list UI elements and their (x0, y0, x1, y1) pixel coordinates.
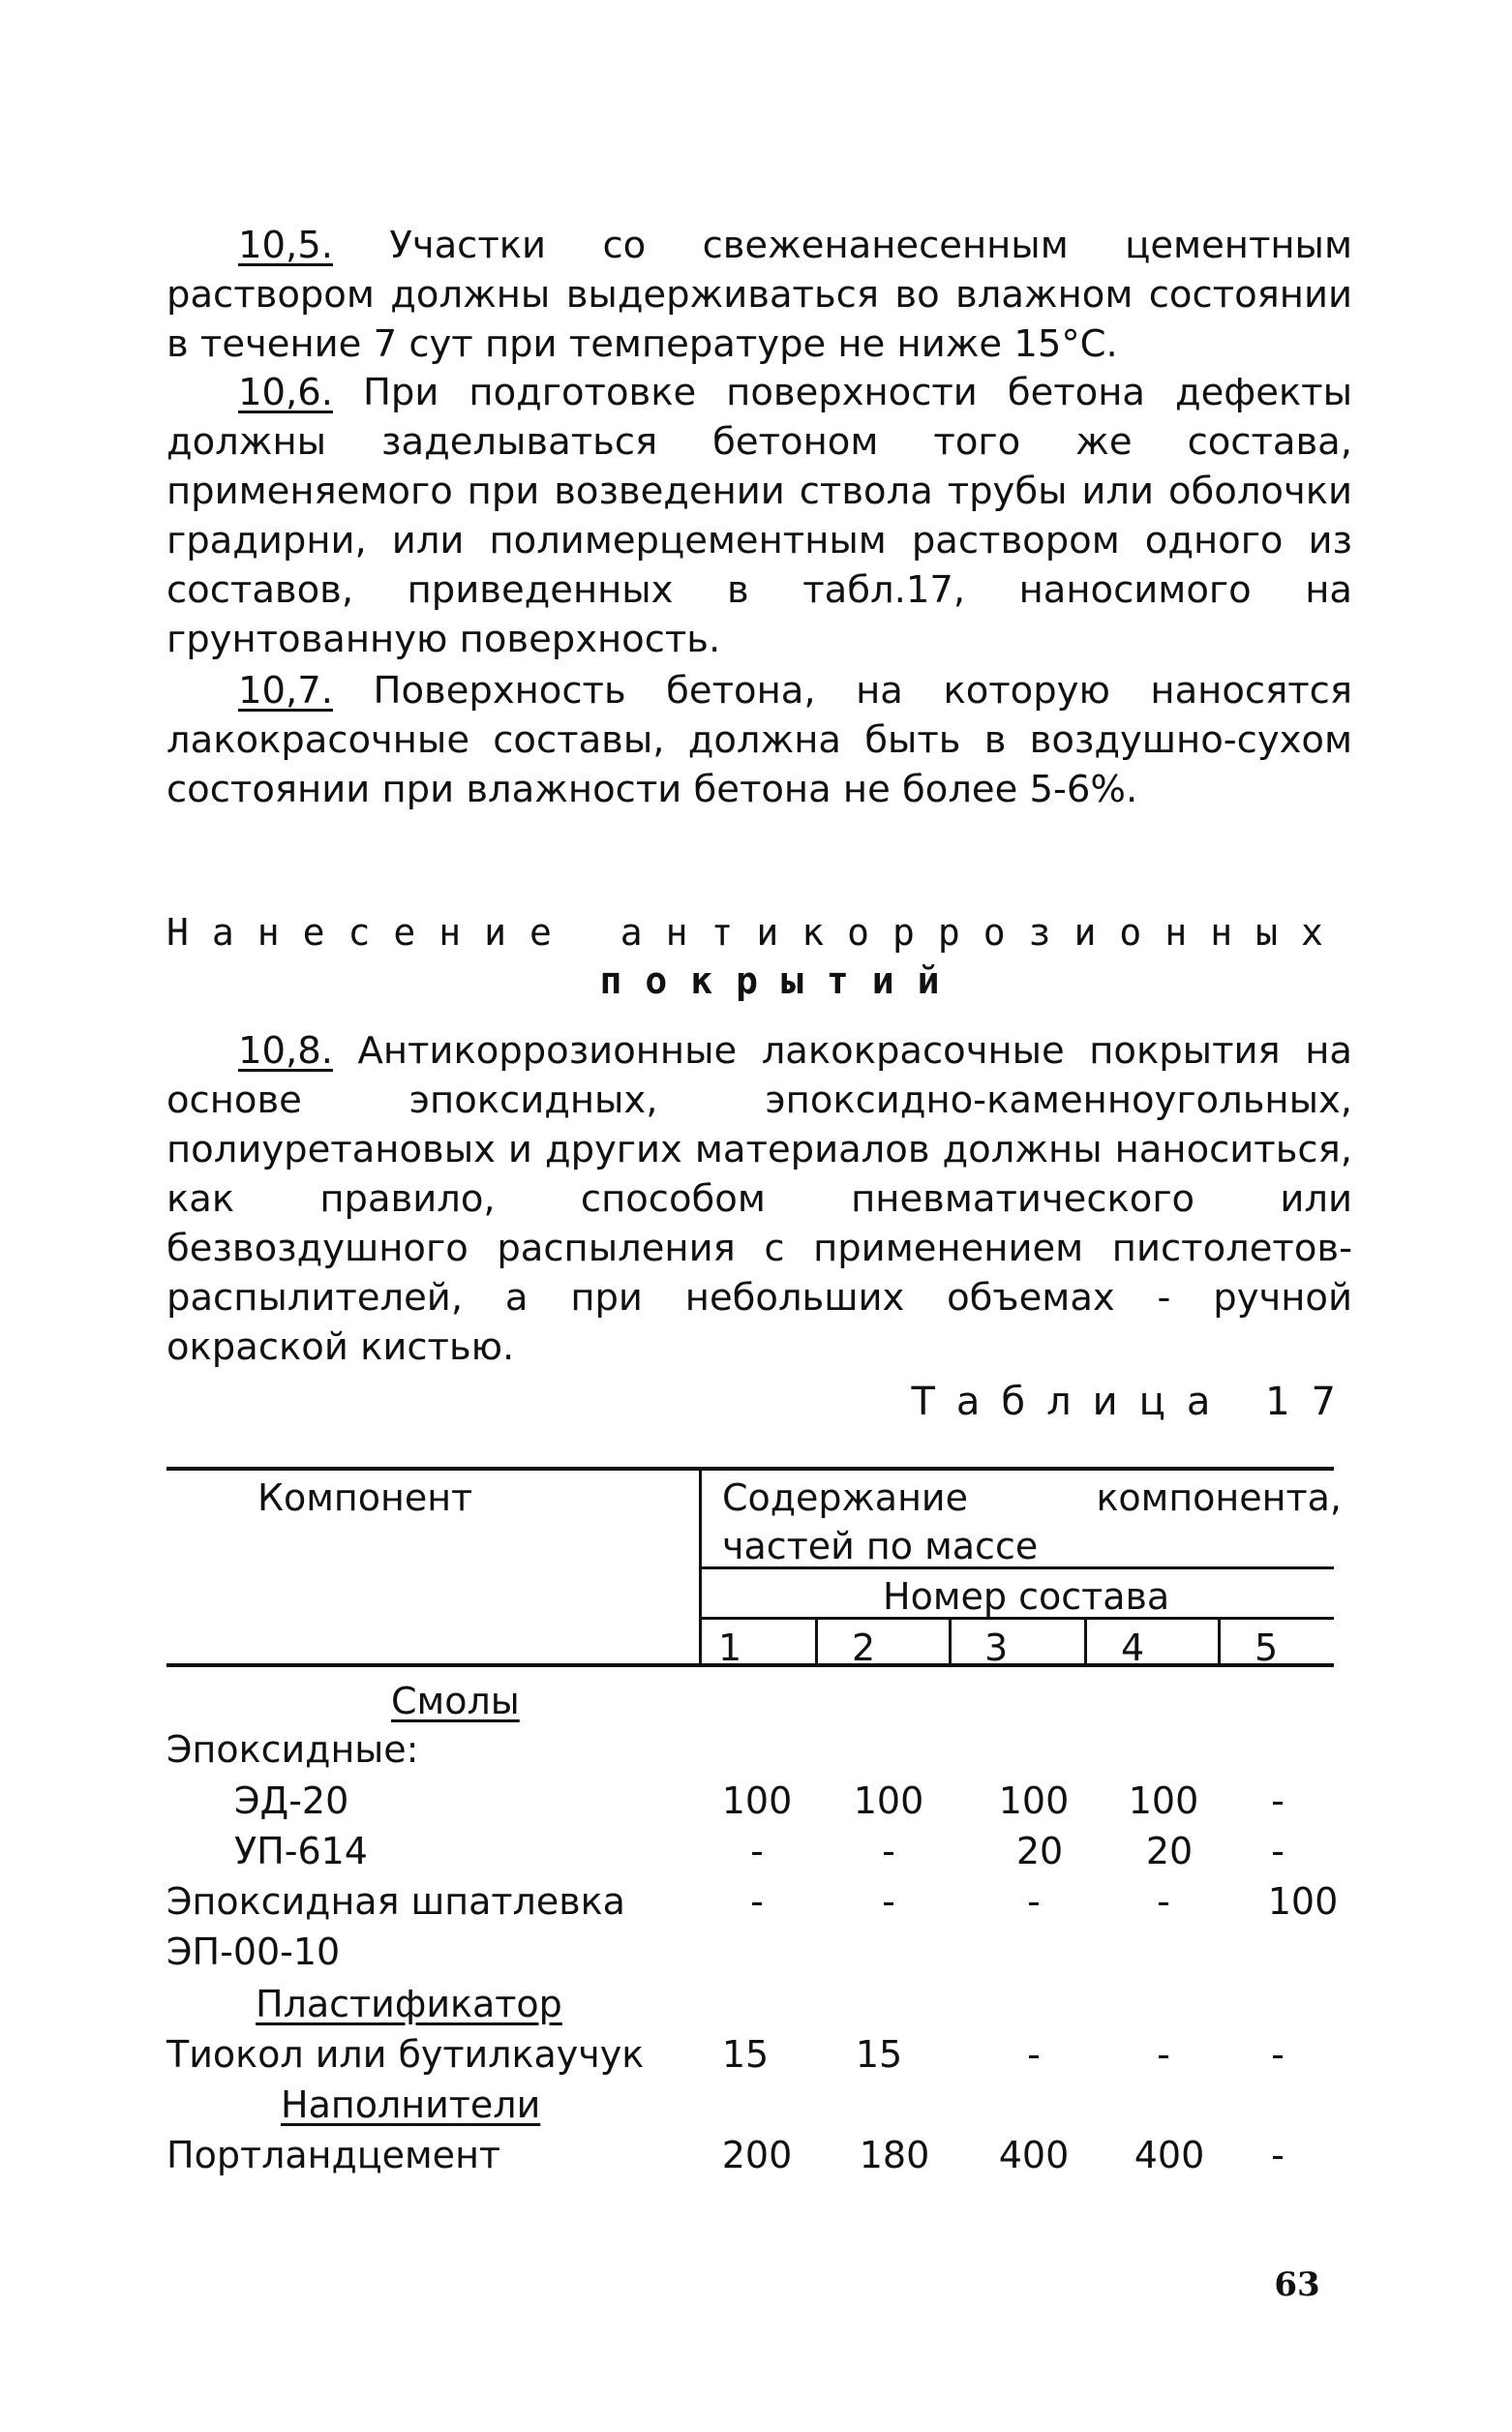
table-cell: 100 (853, 1779, 924, 1822)
table-cell: - (1271, 2134, 1285, 2176)
paragraph-text: Поверхность бетона, на которую наносятся лакокрасочные составы, должна быть в воздушно-сухом состоянии при влажности бетона не более 5-6%. (166, 669, 1352, 811)
row-label: ЭД-20 (234, 1779, 349, 1822)
paragraph-10-7 (166, 666, 1352, 814)
section-heading-line-1: Нанесение антикоррозионных (166, 911, 1346, 954)
page-number: 63 (1274, 2265, 1320, 2304)
table-cell: 100 (1267, 1880, 1339, 1923)
table-cell: - (750, 1830, 764, 1872)
paragraph-10-5 (166, 221, 1352, 369)
row-label: Портландцемент (166, 2134, 501, 2176)
row-label: ЭП-00-10 (166, 1930, 341, 1973)
paragraph-10-6 (166, 368, 1352, 664)
section-plasticizer: Пластификатор (256, 1983, 562, 2025)
table-caption: Таблица 17 (911, 1380, 1357, 1424)
section-heading (166, 908, 1357, 1005)
paragraph-number: 10,6. (238, 371, 333, 414)
column-number-5: 5 (1255, 1626, 1279, 1669)
table-cell: 15 (855, 2033, 903, 2076)
table-cell: - (1271, 2033, 1285, 2076)
table-cell: 400 (1134, 2134, 1205, 2176)
row-label: Эпоксидные: (166, 1728, 419, 1771)
section-fillers: Наполнители (281, 2083, 541, 2126)
table-cell: - (1271, 1830, 1285, 1872)
table-cell: 20 (1145, 1830, 1194, 1872)
paragraph-number: 10,5. (238, 224, 333, 267)
row-label: Тиокол или бутилкаучук (166, 2033, 645, 2076)
paragraph-text: Антикоррозионные лакокрасочные покрытия на основе эпоксидных, эпоксидно-каменноугольных, полиуретановых и других материалов должны наноситься, как правило, способом пневматического или безвоздушного распыления с применением пистолетов-распылителей, а при небольших объемах - ручной окраской кистью. (166, 1029, 1352, 1369)
table-cell: 100 (721, 1779, 793, 1822)
table-cell: - (750, 1880, 764, 1923)
column-number-2: 2 (852, 1626, 876, 1669)
header-number: Номер состава (883, 1575, 1170, 1618)
paragraph-text: При подготовке поверхности бетона дефекты должны заделываться бетоном того же состава, применяемого при возведении ствола трубы или оболочки градирни, или полимерцементным раствором одного из составов, приведенных в табл.17, наносимого на грунтованную поверхность. (166, 371, 1352, 661)
paragraph-10-8 (166, 1026, 1352, 1372)
table-cell: - (1157, 1880, 1170, 1923)
section-heading-line-2: покрытий (599, 959, 963, 1002)
row-label: Эпоксидная шпатлевка (166, 1880, 625, 1923)
table-top-rule (166, 1467, 1334, 1471)
table-cell: 15 (721, 2033, 770, 2076)
table-cell: - (882, 1880, 895, 1923)
table-cell: - (1157, 2033, 1170, 2076)
column-number-1: 1 (718, 1626, 742, 1669)
table-cell: 180 (859, 2134, 930, 2176)
table-cell: - (1027, 1880, 1041, 1923)
paragraph-text: Участки со свеженанесенным цементным раствором должны выдерживаться во влажном состоянии в течение 7 сут при температуре не ниже 15°C. (166, 224, 1352, 366)
table-cell: - (1027, 2033, 1041, 2076)
column-number-3: 3 (984, 1626, 1009, 1669)
table-cell: 100 (998, 1779, 1070, 1822)
table-cell: - (882, 1830, 895, 1872)
table-cell: 400 (998, 2134, 1070, 2176)
header-content: Содержание компонента, частей по массе (722, 1476, 1342, 1567)
table-cell: 100 (1128, 1779, 1199, 1822)
section-resins: Смолы (391, 1680, 520, 1722)
column-number-4: 4 (1121, 1626, 1145, 1669)
table-cell: 20 (1015, 1830, 1064, 1872)
row-label: УП-614 (234, 1830, 368, 1872)
header-component: Компонент (257, 1476, 473, 1519)
paragraph-number: 10,7. (238, 669, 333, 713)
paragraph-number: 10,8. (238, 1029, 333, 1073)
table-cell: 200 (721, 2134, 793, 2176)
table-cell: - (1271, 1779, 1285, 1822)
